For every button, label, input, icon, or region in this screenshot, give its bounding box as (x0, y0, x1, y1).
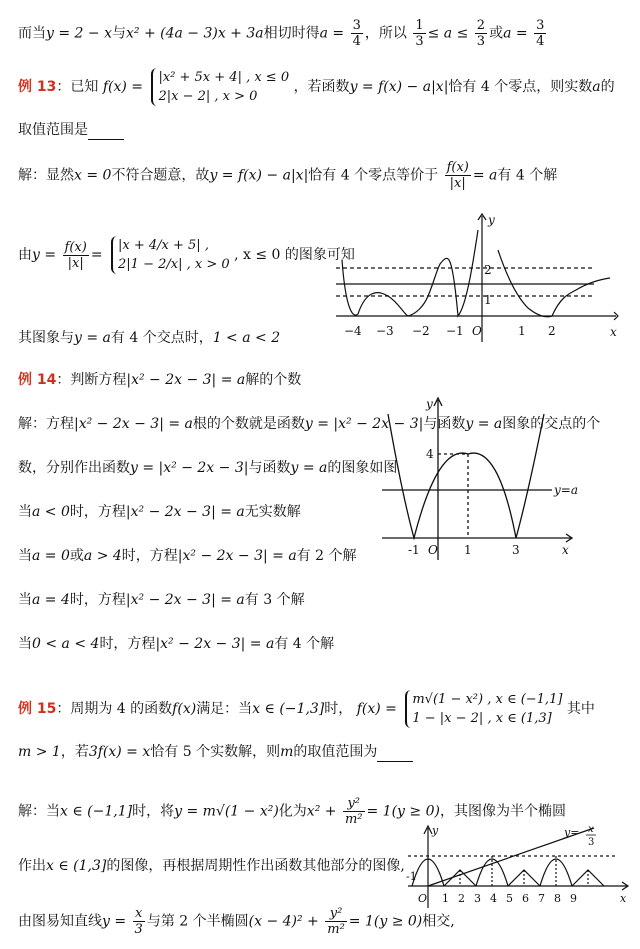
tick-label: 5 (506, 892, 513, 905)
example-14-label: 例 14 (18, 372, 57, 388)
tick-label: 2 (458, 892, 465, 905)
solution-15-line-1: 解：当x ∈ (−1,1]时，将y = m√(1 − x²)化为x² + $\frac{\text{y²}}{\text{m²}}$ = 1(y ≥ 0)，其图像为半个椭圆 (18, 796, 566, 827)
y-tick-label: -1 (406, 870, 417, 883)
y-tick-label: 2 (484, 263, 492, 277)
x-axis-label: x (620, 892, 627, 905)
solution-13-line-3: 其图象与y = a有 4 个交点时，1 < a < 2 (18, 330, 281, 346)
case-1: 当a < 0时，方程|x² − 2x − 3| = a无实数解 (18, 504, 301, 520)
x-axis-label: x (610, 325, 617, 339)
tick-label: 7 (538, 892, 545, 905)
answer-blank (377, 748, 413, 762)
graph-example-13 (332, 210, 622, 346)
answer-blank (88, 126, 124, 140)
tick-label: 6 (522, 892, 529, 905)
tick-label: −2 (412, 324, 430, 338)
line-label-numerator: x (588, 824, 594, 835)
tick-label: 8 (554, 892, 561, 905)
origin-label: O (428, 543, 438, 557)
tick-label: 2 (548, 324, 556, 338)
example-15-label: 例 15 (18, 701, 57, 717)
tick-label: -1 (408, 543, 420, 557)
line-label: y=a (554, 483, 578, 497)
y-axis-label: y (432, 824, 439, 837)
example-15-statement: 例 15：周期为 4 的函数f(x)满足：当x ∈ (−1,3]时， f(x) = m√(1 − x²) , x ∈ (−1,1] 1 − |x − 2| , x ∈ (1,3] 其中 (18, 692, 595, 726)
y-axis-label: y (426, 397, 433, 411)
case-2: 当a = 0或a > 4时，方程|x² − 2x − 3| = a有 2 个解 (18, 548, 357, 564)
tick-label: 3 (474, 892, 481, 905)
tick-label: 1 (518, 324, 526, 338)
origin-label: O (472, 324, 482, 338)
tick-label: −4 (344, 324, 362, 338)
example-13-blank-line: 取值范围是 (18, 120, 124, 140)
graph-example-15 (404, 822, 634, 912)
solution-13-line-1: 解：显然x = 0不符合题意，故y = f(x) − a|x|恰有 4 个零点等价于 $\frac{f(x)}{|x|}$ = a有 4 个解 (18, 160, 558, 191)
y-tick-label: 4 (426, 447, 434, 461)
y-tick-label: 1 (484, 293, 492, 307)
tick-label: 3 (512, 543, 520, 557)
example-13-statement: 例 13：已知 f(x) = |x² + 5x + 4| , x ≤ 0 2|x − 2| , x > 0 ，若函数y = f(x) − a|x|恰有 4 个零点，则实数a的 (18, 70, 615, 104)
tick-label: 1 (442, 892, 449, 905)
tick-label: −1 (446, 324, 464, 338)
line-label-denominator: 3 (588, 837, 595, 848)
solution-15-line-3: 由图易知直线y = $\frac{x}{3}$ 与第 2 个半椭圆(x − 4)² + $\frac{\text{y²}}{\text{m²}}$ = 1(y ≥ 0)相交, (18, 906, 455, 937)
example-15-line-2: m > 1，若3f(x) = x恰有 5 个实数解，则m的取值范围为 (18, 742, 413, 762)
line-1: 而当y = 2 − x与x² + (4a − 3)x + 3a相切时得a = $\frac{3}{4}$ ，所以 $\frac{1}{3}$ ≤ a ≤ $\frac{2}{3}$ 或a = $\frac{3}{4}$ (18, 18, 545, 49)
tick-label: 9 (570, 892, 577, 905)
solution-14-line-2: 数，分别作出函数y = |x² − 2x − 3|与函数y = a的图象如图 (18, 460, 398, 476)
case-3: 当a = 4时，方程|x² − 2x − 3| = a有 3 个解 (18, 592, 305, 608)
tick-label: 4 (490, 892, 497, 905)
solution-14-line-1: 解：方程|x² − 2x − 3| = a根的个数就是函数y = |x² − 2x − 3|与函数y = a图象的交点的个 (18, 416, 601, 432)
graph-example-14 (378, 394, 578, 564)
example-14-statement: 例 14：判断方程|x² − 2x − 3| = a解的个数 (18, 372, 302, 388)
tick-label: 1 (464, 543, 472, 557)
solution-13-line-2: 由y = $\frac{f(x)}{|x|}$ = |x + 4/x + 5| , 2|1 − 2/x| , x > 0 , x ≤ 0 的图象可知 (18, 238, 355, 272)
tick-label: −3 (376, 324, 394, 338)
example-13-label: 例 13 (18, 79, 57, 95)
origin-label: O (418, 892, 428, 905)
line-label: y= (564, 826, 580, 839)
case-4: 当0 < a < 4时，方程|x² − 2x − 3| = a有 4 个解 (18, 636, 335, 652)
solution-15-line-2: 作出x ∈ (1,3]的图像，再根据周期性作出函数其他部分的图像, (18, 858, 405, 874)
x-axis-label: x (562, 543, 569, 557)
y-axis-label: y (488, 213, 495, 227)
